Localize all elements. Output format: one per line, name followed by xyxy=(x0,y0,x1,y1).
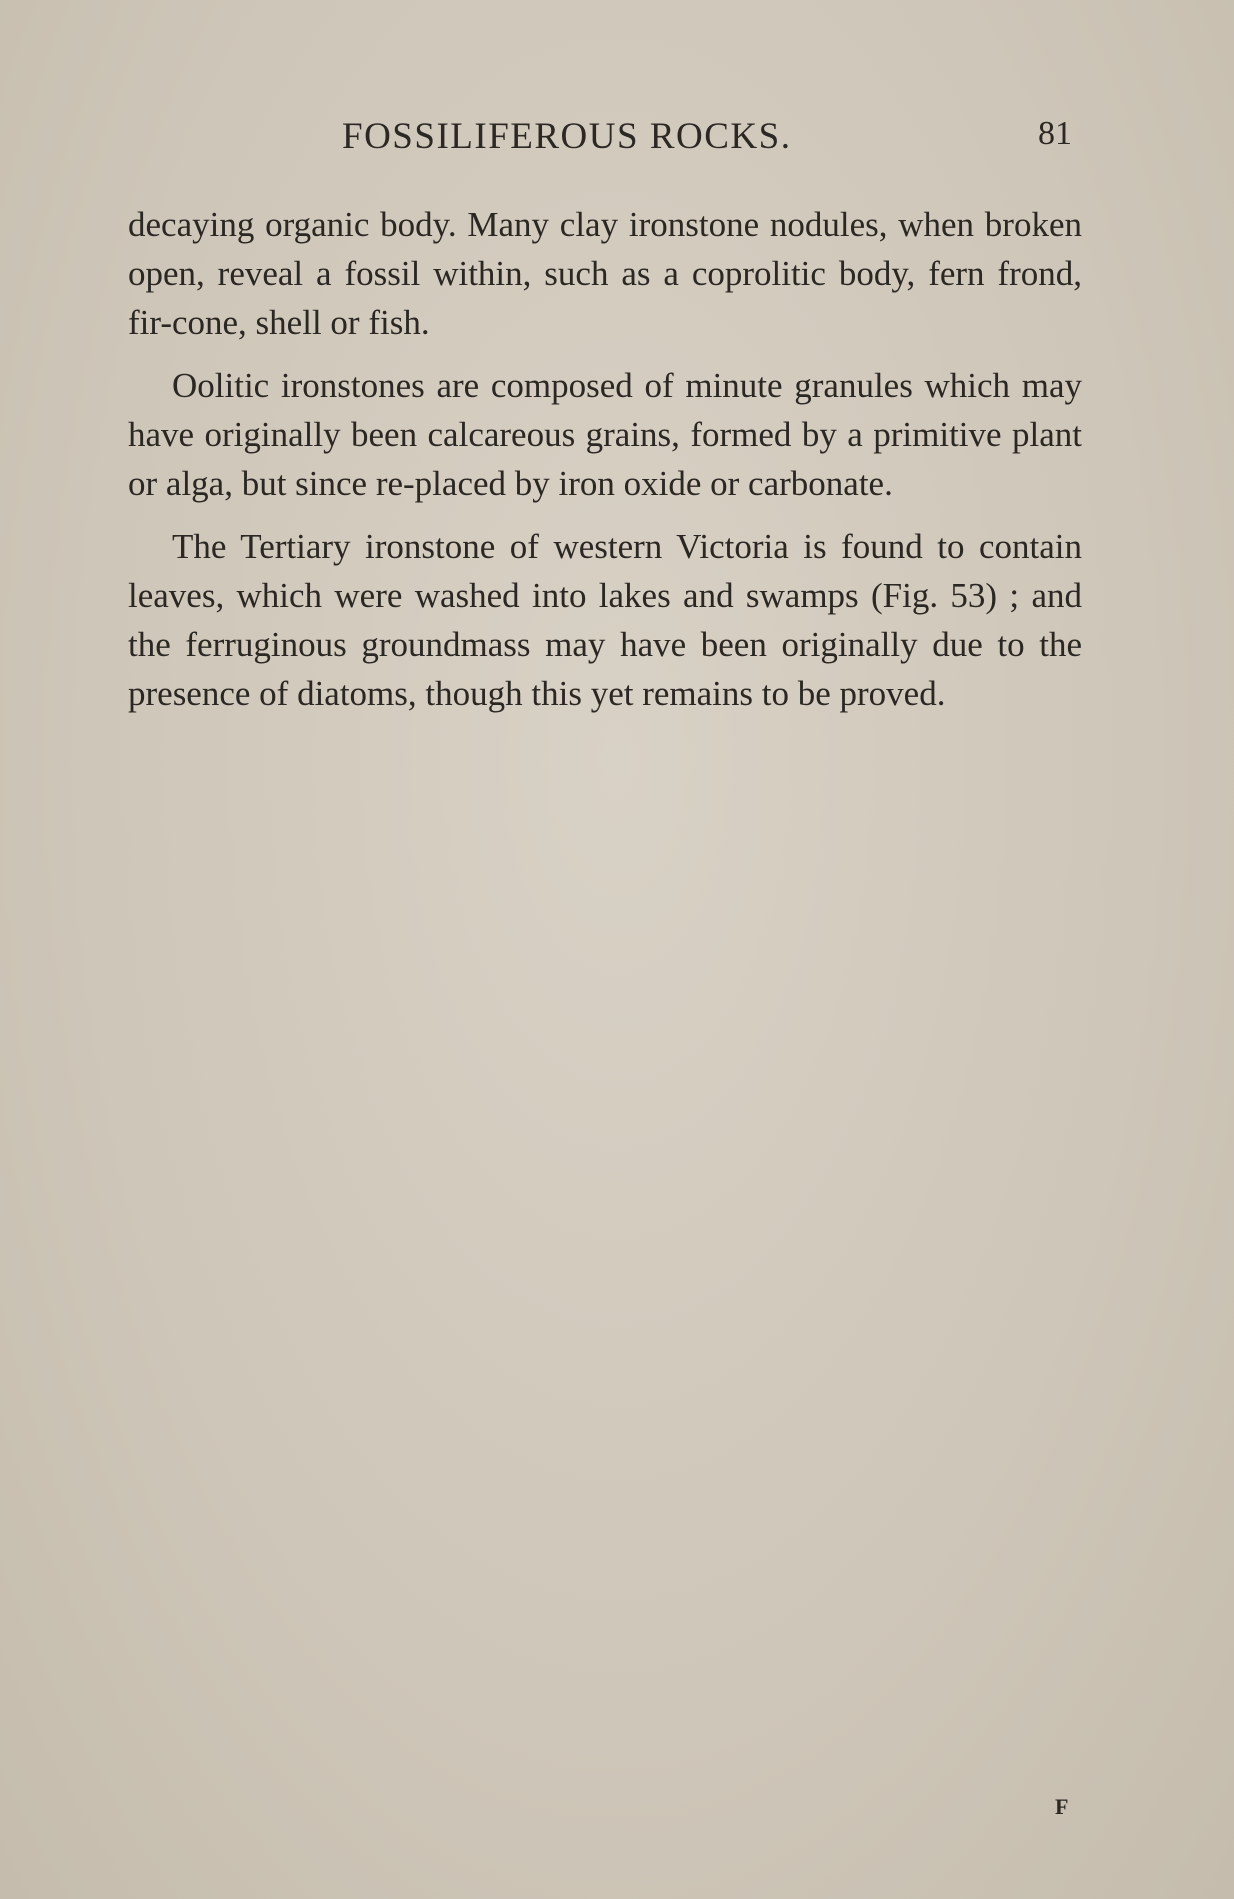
paragraph-oolitic-ironstones: Oolitic ironstones are composed of minute granules which may have originally been calcareous grains, formed by a primitive plant or alga, but since re-placed by iron oxide or carbonate. xyxy=(128,366,1082,503)
body-text xyxy=(128,200,1082,732)
page-number: 81 xyxy=(1038,115,1072,152)
running-head xyxy=(0,115,1234,165)
running-title: FOSSILIFEROUS ROCKS. xyxy=(342,116,792,157)
signature-mark: F xyxy=(1055,1794,1069,1819)
paragraph-continuation: decaying organic body. Many clay ironstone nodules, when broken open, reveal a fossil within, such as a coprolitic body, fern frond, fir-cone, shell or fish. xyxy=(128,205,1082,342)
paragraph-tertiary-ironstone: The Tertiary ironstone of western Victoria is found to contain leaves, which were washed into lakes and swamps (Fig. 53) ; and the ferruginous groundmass may have been originally due to the presence of diatoms, though this yet remains to be proved. xyxy=(128,527,1082,713)
